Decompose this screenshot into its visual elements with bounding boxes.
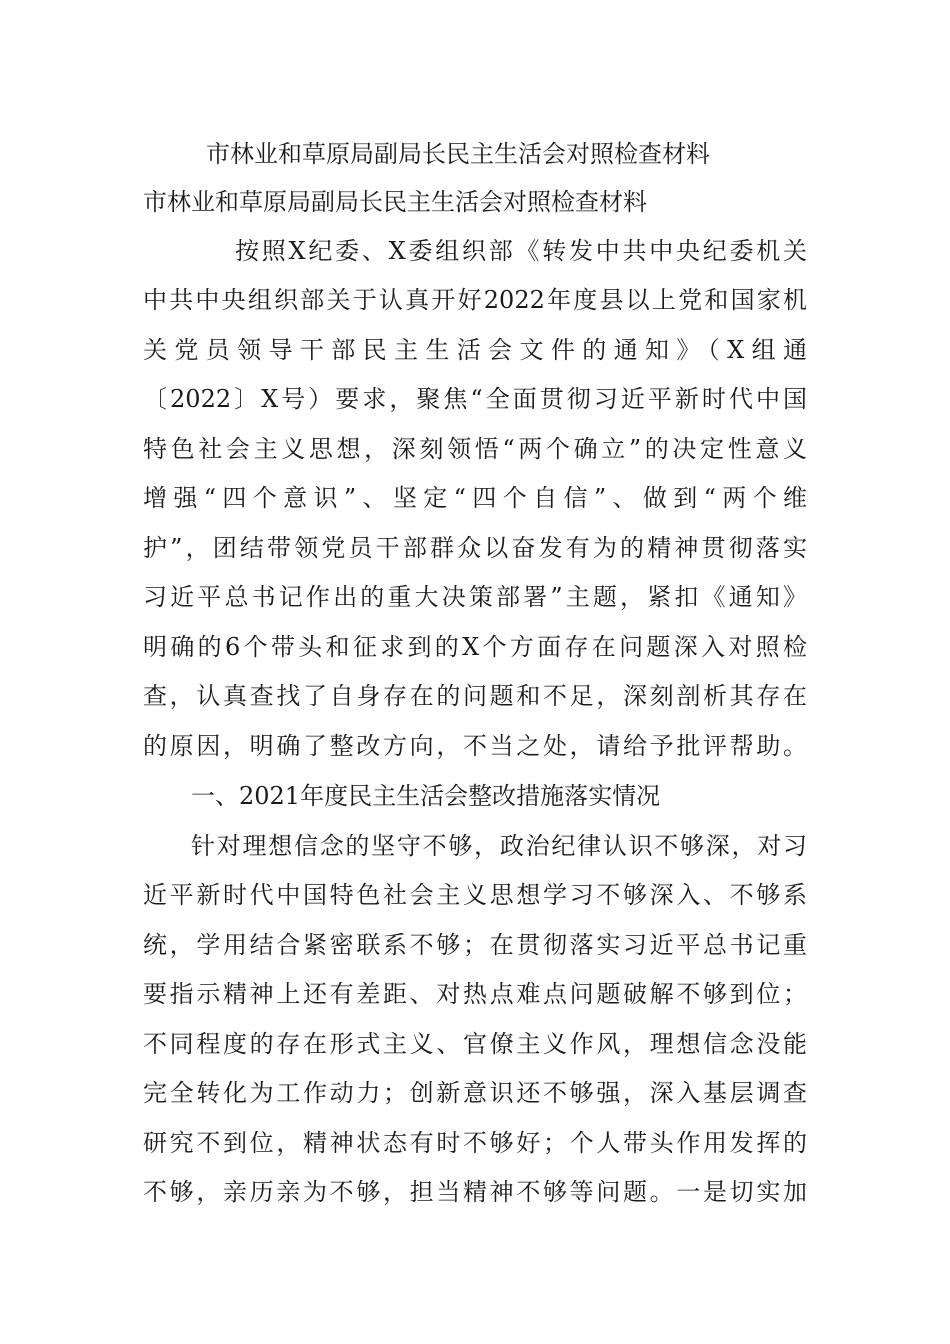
section-heading: 一、2021年度民主生活会整改措施落实情况 [191,782,661,810]
paragraph-line: 查，认真查找了自身存在的问题和不足，深刻剖析其存在 [143,682,807,710]
paragraph-line: 完全转化为工作动力；创新意识还不够强，深入基层调查 [143,1079,807,1107]
paragraph-line: 的原因，明确了整改方向，不当之处，请给予批评帮助。 [143,732,807,760]
paragraph-line: 护”，团结带领党员干部群众以奋发有为的精神贯彻落实 [143,534,807,562]
paragraph-line: 近平新时代中国特色社会主义思想学习不够深入、不够系 [143,881,807,909]
paragraph-line: 不够，亲历亲为不够，担当精神不够等问题。一是切实加 [143,1178,807,1206]
paragraph-line: 关党员领导干部民主生活会文件的通知》（X组通 [143,336,807,364]
paragraph-line: 研究不到位，精神状态有时不够好；个人带头作用发挥的 [143,1129,807,1157]
paragraph-line: 特色社会主义思想，深刻领悟“两个确立”的决定性意义 [143,435,807,463]
document-title: 市林业和草原局副局长民主生活会对照检查材料 [206,140,710,168]
paragraph-line: 针对理想信念的坚守不够，政治纪律认识不够深，对习 [191,832,807,860]
paragraph-line: 明确的6个带头和征求到的X个方面存在问题深入对照检 [143,633,807,661]
paragraph-line: 要指示精神上还有差距、对热点难点问题破解不够到位； [143,980,807,1008]
paragraph-line: 增强“四个意识”、坚定“四个自信”、做到“两个维 [143,484,807,512]
paragraph-line: 统，学用结合紧密联系不够；在贯彻落实习近平总书记重 [143,931,807,959]
paragraph-line: 按照X纪委、X委组织部《转发中共中央纪委机关 [235,237,807,265]
paragraph-line: 中共中央组织部关于认真开好2022年度县以上党和国家机 [143,286,807,314]
paragraph-line: 不同程度的存在形式主义、官僚主义作风，理想信念没能 [143,1030,807,1058]
paragraph-line: 习近平总书记作出的重大决策部署”主题，紧扣《通知》 [143,583,807,611]
document-title-repeat: 市林业和草原局副局长民主生活会对照检查材料 [143,188,647,216]
paragraph-line: 〔2022〕X号）要求，聚焦“全面贯彻习近平新时代中国 [143,385,807,413]
